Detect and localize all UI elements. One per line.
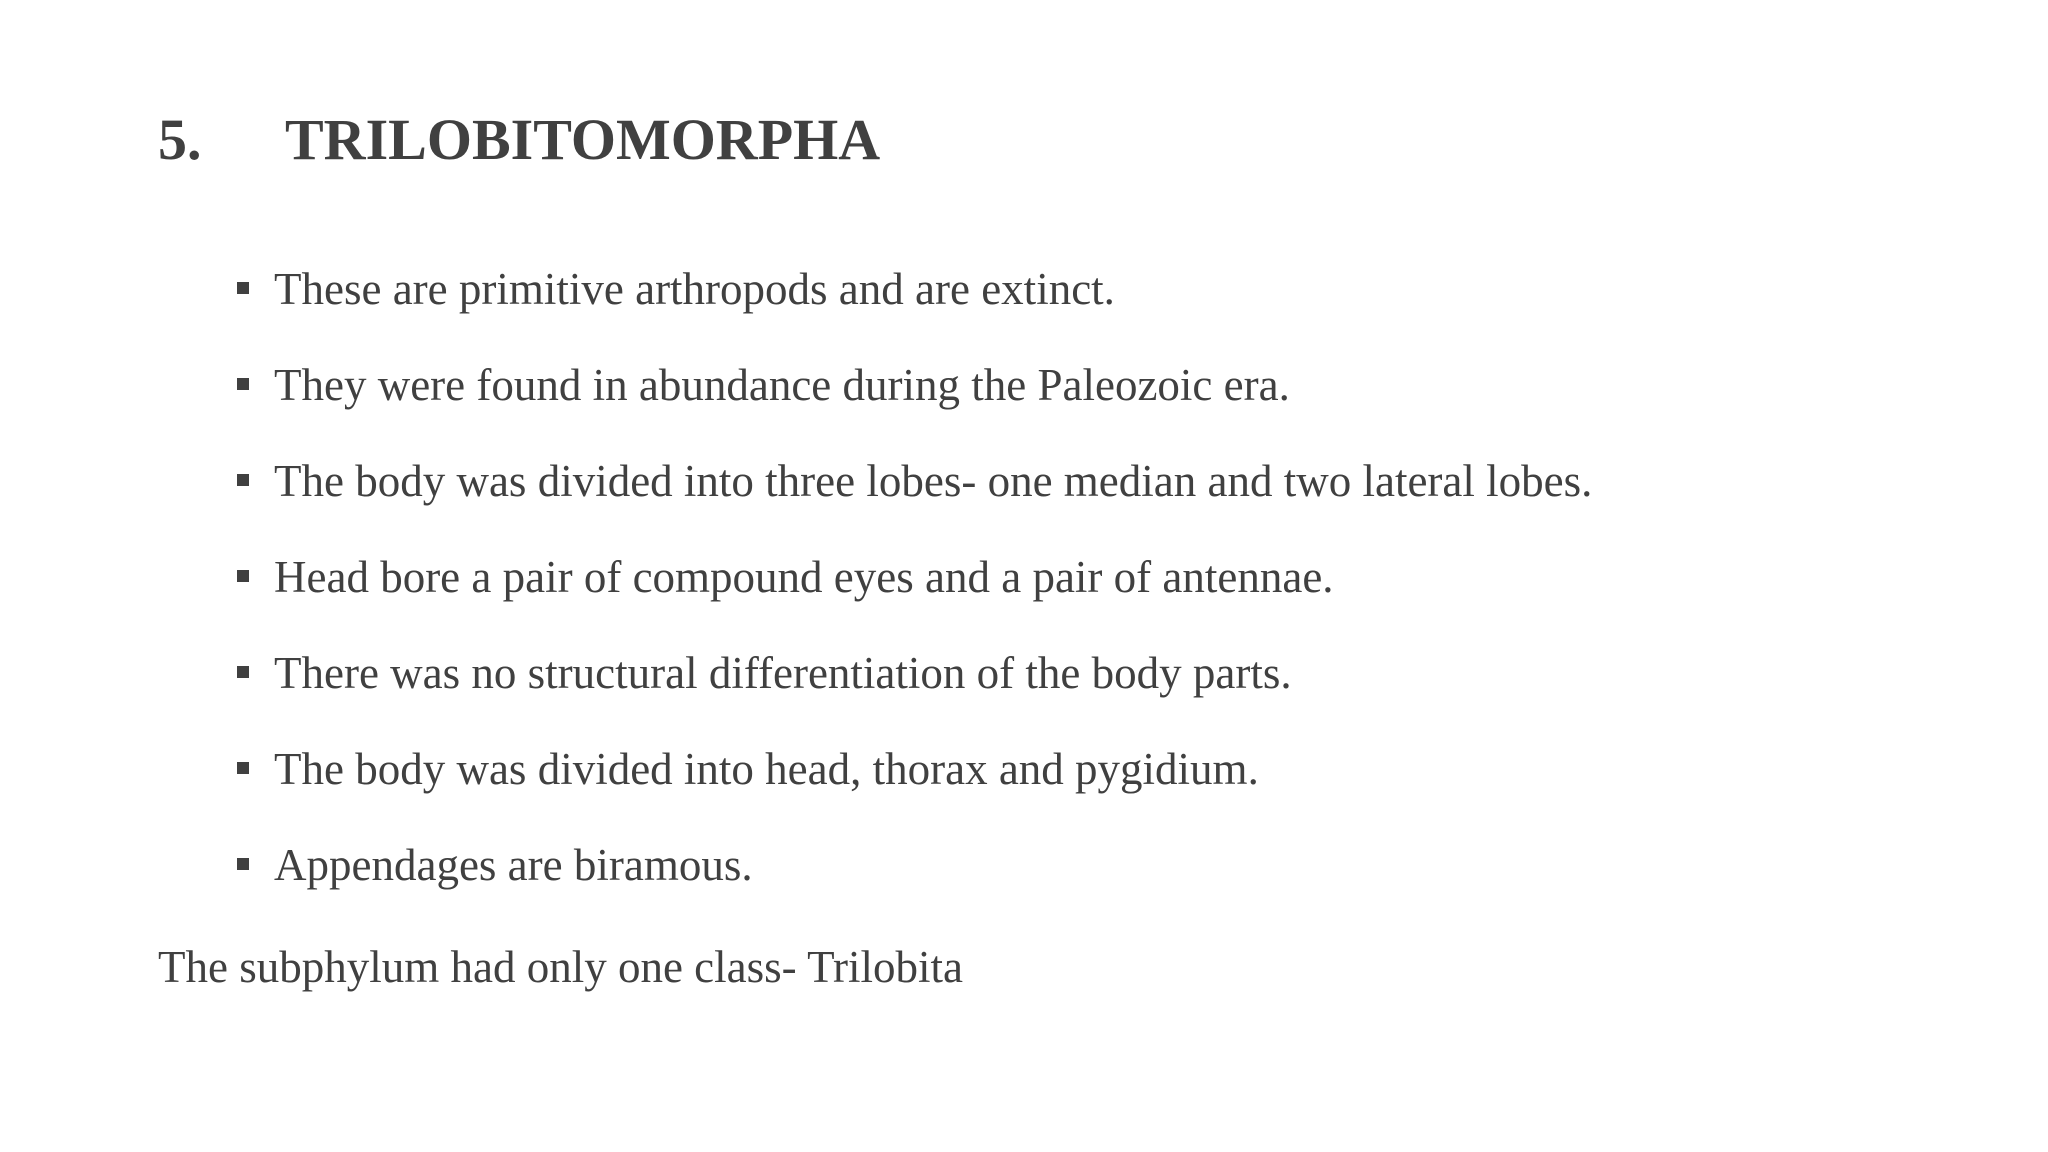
bullet-text: The body was divided into three lobes- one median and two lateral lobes.: [274, 456, 1593, 506]
square-bullet-icon: [237, 282, 249, 294]
bullet-text: Appendages are biramous.: [274, 840, 753, 890]
slide-heading: [158, 100, 880, 180]
bullet-text: There was no structural differentiation of the body parts.: [274, 648, 1292, 698]
bullet-text: These are primitive arthropods and are extinct.: [274, 264, 1115, 314]
closing-statement: The subphylum had only one class- Trilobita: [158, 942, 963, 992]
square-bullet-icon: [237, 474, 249, 486]
square-bullet-icon: [237, 858, 249, 870]
square-bullet-icon: [237, 570, 249, 582]
heading-number: 5.: [158, 107, 202, 172]
heading-title: TRILOBITOMORPHA: [285, 107, 881, 172]
square-bullet-icon: [237, 666, 249, 678]
square-bullet-icon: [237, 378, 249, 390]
square-bullet-icon: [237, 762, 249, 774]
bullet-text: The body was divided into head, thorax and pygidium.: [274, 744, 1259, 794]
bullet-text: They were found in abundance during the Paleozoic era.: [274, 360, 1290, 410]
bullet-text: Head bore a pair of compound eyes and a pair of antennae.: [274, 552, 1334, 602]
